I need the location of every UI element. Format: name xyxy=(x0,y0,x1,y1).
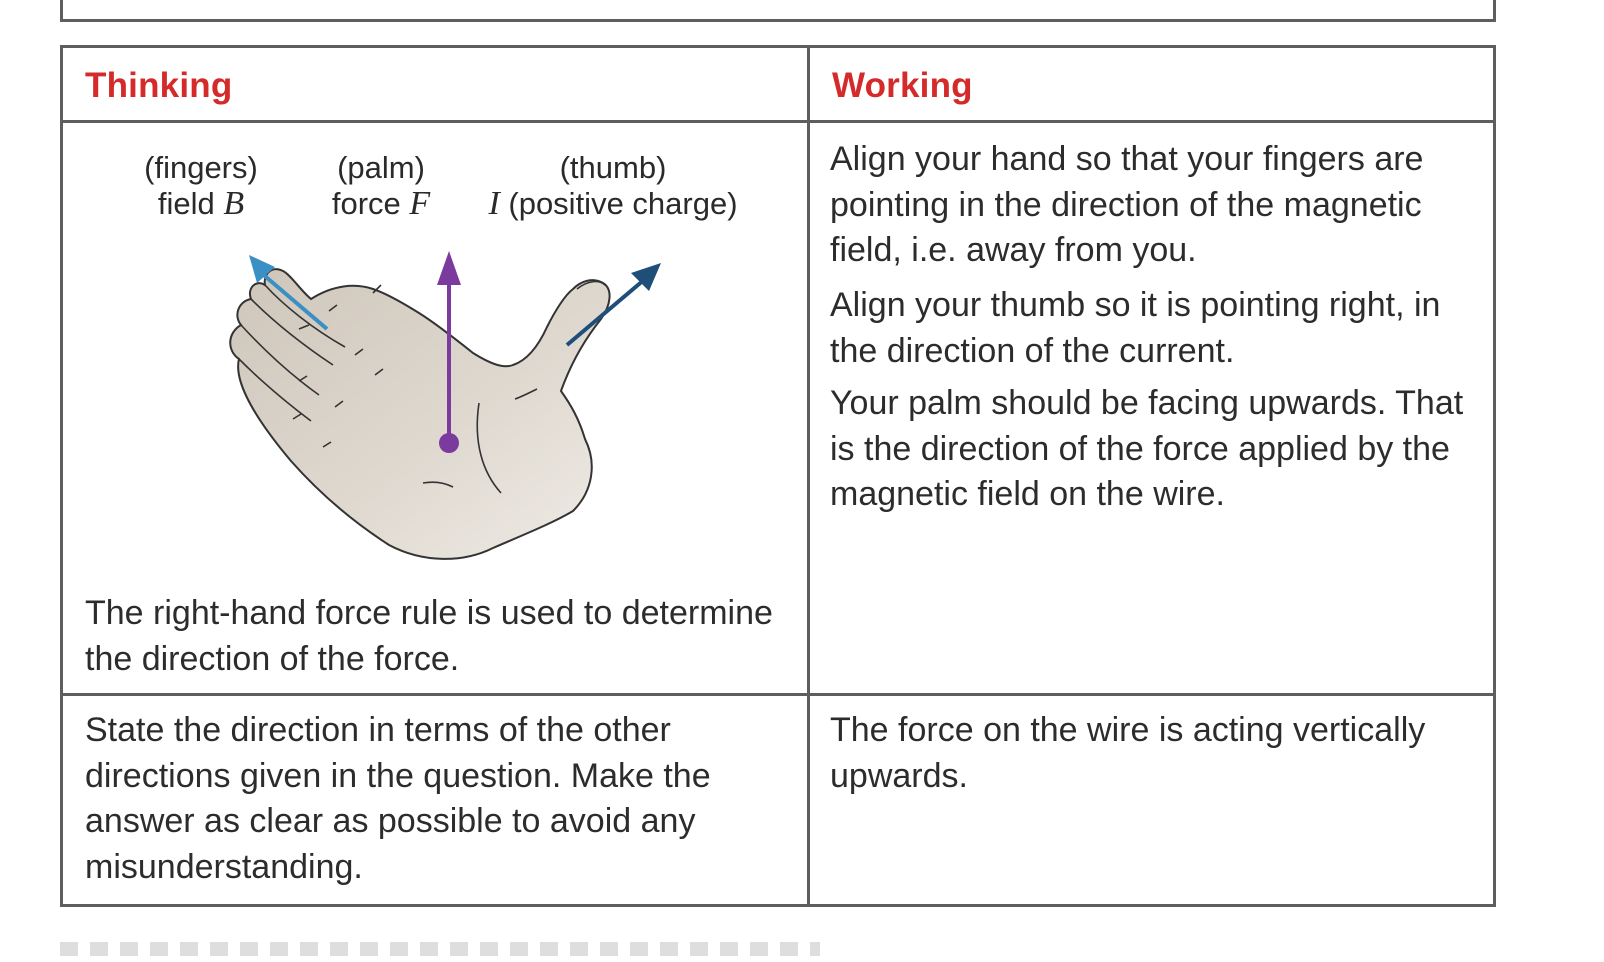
previous-box-remnant xyxy=(60,0,1496,22)
table-row xyxy=(63,696,1493,904)
table-row xyxy=(63,123,1493,696)
cut-off-text xyxy=(60,942,820,956)
working-paragraph: Align your thumb so it is pointing right, in the direction of the current. xyxy=(830,286,1441,370)
working-heading: Working xyxy=(832,66,973,105)
thinking-caption: The right-hand force rule is used to determine the direction of the force. xyxy=(85,594,773,678)
thumb-label: (thumb) I (positive charge) xyxy=(488,150,738,222)
thinking-cell xyxy=(63,696,807,904)
working-text: The force on the wire is acting vertically upwards. xyxy=(830,711,1426,795)
working-cell xyxy=(810,696,1493,904)
thinking-text: State the direction in terms of the other directions given in the question. Make the answer as clear as possible to avoid any misunderstanding. xyxy=(85,711,711,886)
palm-label: (palm) force F xyxy=(331,150,431,222)
header-cell-thinking xyxy=(63,48,807,120)
table-header-row xyxy=(63,48,1493,123)
header-cell-working xyxy=(810,48,1493,120)
fingers-label: (fingers) field B xyxy=(144,150,258,222)
hand-icon xyxy=(123,143,763,573)
working-paragraph: Align your hand so that your fingers are pointing in the direction of the magnetic field, i.e. away from you. xyxy=(830,140,1424,269)
hand-shape xyxy=(230,269,609,559)
working-paragraph: Your palm should be facing upwards. That is the direction of the force applied by the magnetic field on the wire. xyxy=(830,384,1464,513)
worked-example-table xyxy=(60,45,1496,907)
working-cell xyxy=(810,123,1493,693)
right-hand-rule-figure xyxy=(123,143,763,573)
thinking-cell xyxy=(63,123,807,693)
thinking-heading: Thinking xyxy=(85,66,233,105)
